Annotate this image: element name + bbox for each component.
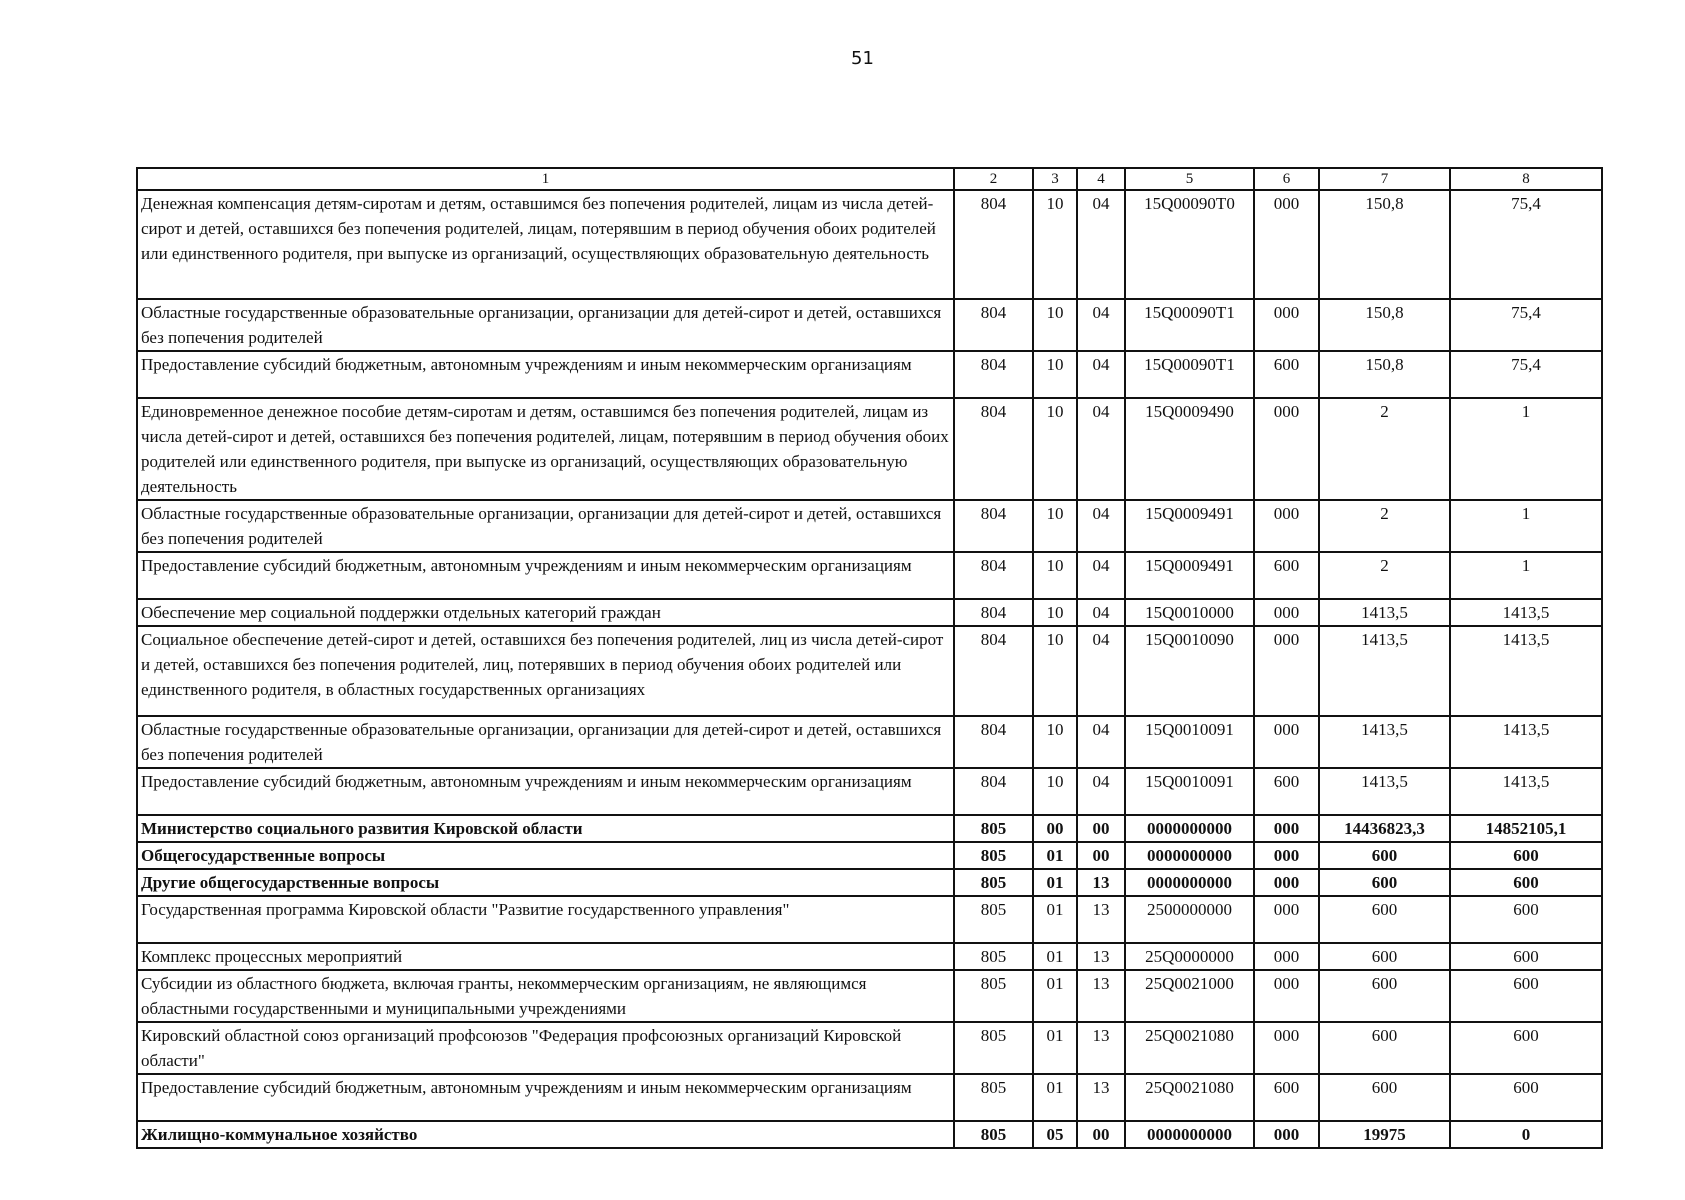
row-amount-year-2: 1 bbox=[1450, 398, 1602, 500]
row-code-expense-type: 600 bbox=[1254, 351, 1319, 398]
row-code-section: 01 bbox=[1033, 970, 1077, 1022]
row-amount-year-1: 150,8 bbox=[1319, 299, 1450, 351]
row-amount-year-2: 600 bbox=[1450, 970, 1602, 1022]
table-row bbox=[137, 716, 1602, 768]
row-code-admin: 804 bbox=[954, 190, 1033, 299]
row-description: Государственная программа Кировской области "Развитие государственного управления" bbox=[137, 896, 954, 943]
table-row bbox=[137, 768, 1602, 815]
header-cell-4: 4 bbox=[1077, 168, 1125, 190]
row-amount-year-2: 1413,5 bbox=[1450, 768, 1602, 815]
table-row bbox=[137, 943, 1602, 970]
row-code-target: 0000000000 bbox=[1125, 815, 1254, 842]
row-code-admin: 805 bbox=[954, 943, 1033, 970]
row-amount-year-2: 600 bbox=[1450, 943, 1602, 970]
row-amount-year-1: 150,8 bbox=[1319, 351, 1450, 398]
row-code-subsection: 13 bbox=[1077, 1074, 1125, 1121]
row-code-admin: 804 bbox=[954, 351, 1033, 398]
row-description: Другие общегосударственные вопросы bbox=[137, 869, 954, 896]
table-row bbox=[137, 599, 1602, 626]
row-code-expense-type: 000 bbox=[1254, 398, 1319, 500]
row-code-expense-type: 000 bbox=[1254, 842, 1319, 869]
row-code-section: 10 bbox=[1033, 716, 1077, 768]
row-code-section: 10 bbox=[1033, 626, 1077, 716]
row-description: Обеспечение мер социальной поддержки отдельных категорий граждан bbox=[137, 599, 954, 626]
row-description: Областные государственные образовательные организации, организации для детей-сирот и детей, оставшихся без попечения родителей bbox=[137, 716, 954, 768]
table-body bbox=[137, 190, 1602, 1148]
row-code-target: 25Q0021080 bbox=[1125, 1022, 1254, 1074]
row-description: Министерство социального развития Кировской области bbox=[137, 815, 954, 842]
table-header-row bbox=[137, 168, 1602, 190]
row-code-section: 10 bbox=[1033, 599, 1077, 626]
row-code-target: 15Q0010000 bbox=[1125, 599, 1254, 626]
row-description: Областные государственные образовательные организации, организации для детей-сирот и детей, оставшихся без попечения родителей bbox=[137, 500, 954, 552]
row-code-section: 01 bbox=[1033, 943, 1077, 970]
row-amount-year-1: 600 bbox=[1319, 842, 1450, 869]
row-description: Жилищно-коммунальное хозяйство bbox=[137, 1121, 954, 1148]
row-code-subsection: 04 bbox=[1077, 398, 1125, 500]
row-amount-year-1: 1413,5 bbox=[1319, 716, 1450, 768]
row-code-expense-type: 000 bbox=[1254, 896, 1319, 943]
row-amount-year-1: 14436823,3 bbox=[1319, 815, 1450, 842]
table-row bbox=[137, 815, 1602, 842]
row-amount-year-1: 2 bbox=[1319, 398, 1450, 500]
row-code-admin: 804 bbox=[954, 398, 1033, 500]
row-amount-year-2: 1 bbox=[1450, 500, 1602, 552]
row-amount-year-1: 600 bbox=[1319, 1074, 1450, 1121]
row-code-admin: 804 bbox=[954, 716, 1033, 768]
row-amount-year-2: 75,4 bbox=[1450, 351, 1602, 398]
row-code-section: 10 bbox=[1033, 398, 1077, 500]
row-amount-year-2: 600 bbox=[1450, 1022, 1602, 1074]
row-amount-year-2: 600 bbox=[1450, 1074, 1602, 1121]
row-amount-year-1: 19975 bbox=[1319, 1121, 1450, 1148]
table-row bbox=[137, 1121, 1602, 1148]
row-code-target: 0000000000 bbox=[1125, 1121, 1254, 1148]
row-description: Комплекс процессных мероприятий bbox=[137, 943, 954, 970]
row-code-subsection: 04 bbox=[1077, 716, 1125, 768]
row-code-section: 01 bbox=[1033, 1022, 1077, 1074]
row-code-subsection: 04 bbox=[1077, 599, 1125, 626]
row-amount-year-1: 1413,5 bbox=[1319, 768, 1450, 815]
row-description: Предоставление субсидий бюджетным, автономным учреждениям и иным некоммерческим организациям bbox=[137, 768, 954, 815]
row-code-subsection: 00 bbox=[1077, 1121, 1125, 1148]
row-code-expense-type: 000 bbox=[1254, 1121, 1319, 1148]
row-code-admin: 805 bbox=[954, 1074, 1033, 1121]
row-code-subsection: 04 bbox=[1077, 190, 1125, 299]
row-code-section: 10 bbox=[1033, 299, 1077, 351]
row-code-subsection: 13 bbox=[1077, 1022, 1125, 1074]
row-amount-year-2: 600 bbox=[1450, 896, 1602, 943]
header-cell-5: 5 bbox=[1125, 168, 1254, 190]
row-amount-year-1: 600 bbox=[1319, 869, 1450, 896]
row-code-subsection: 13 bbox=[1077, 970, 1125, 1022]
row-code-target: 0000000000 bbox=[1125, 869, 1254, 896]
row-description: Предоставление субсидий бюджетным, автономным учреждениям и иным некоммерческим организациям bbox=[137, 552, 954, 599]
row-code-expense-type: 000 bbox=[1254, 500, 1319, 552]
budget-table bbox=[136, 167, 1603, 1149]
row-code-target: 25Q0021080 bbox=[1125, 1074, 1254, 1121]
table-row bbox=[137, 552, 1602, 599]
row-code-expense-type: 000 bbox=[1254, 299, 1319, 351]
row-amount-year-2: 1413,5 bbox=[1450, 716, 1602, 768]
row-description: Единовременное денежное пособие детям-сиротам и детям, оставшимся без попечения родителей, лицам из числа детей-сирот и детей, оставшихся без попечения родителей, лицам, потерявшим в период обучения обоих родителей или единственного родителя, при выпуске из организаций, осуществляющих образовательную деятельность bbox=[137, 398, 954, 500]
row-code-admin: 805 bbox=[954, 815, 1033, 842]
row-code-expense-type: 000 bbox=[1254, 190, 1319, 299]
row-code-subsection: 04 bbox=[1077, 768, 1125, 815]
table-row bbox=[137, 626, 1602, 716]
header-cell-7: 7 bbox=[1319, 168, 1450, 190]
row-code-admin: 804 bbox=[954, 552, 1033, 599]
row-code-target: 25Q0000000 bbox=[1125, 943, 1254, 970]
table-row bbox=[137, 398, 1602, 500]
row-code-expense-type: 000 bbox=[1254, 869, 1319, 896]
row-code-subsection: 13 bbox=[1077, 869, 1125, 896]
row-amount-year-2: 600 bbox=[1450, 842, 1602, 869]
table-row bbox=[137, 351, 1602, 398]
row-code-target: 15Q0009491 bbox=[1125, 500, 1254, 552]
table-row bbox=[137, 500, 1602, 552]
row-amount-year-1: 2 bbox=[1319, 552, 1450, 599]
row-code-subsection: 04 bbox=[1077, 299, 1125, 351]
row-description: Кировский областной союз организаций профсоюзов "Федерация профсоюзных организаций Кировской области" bbox=[137, 1022, 954, 1074]
row-description: Предоставление субсидий бюджетным, автономным учреждениям и иным некоммерческим организациям bbox=[137, 351, 954, 398]
row-code-expense-type: 000 bbox=[1254, 599, 1319, 626]
row-code-section: 05 bbox=[1033, 1121, 1077, 1148]
table-row bbox=[137, 970, 1602, 1022]
row-code-target: 15Q0010090 bbox=[1125, 626, 1254, 716]
row-description: Общегосударственные вопросы bbox=[137, 842, 954, 869]
row-code-section: 01 bbox=[1033, 1074, 1077, 1121]
row-code-subsection: 04 bbox=[1077, 552, 1125, 599]
row-code-subsection: 13 bbox=[1077, 896, 1125, 943]
row-code-admin: 804 bbox=[954, 500, 1033, 552]
row-code-section: 01 bbox=[1033, 842, 1077, 869]
row-code-expense-type: 600 bbox=[1254, 1074, 1319, 1121]
row-amount-year-1: 1413,5 bbox=[1319, 626, 1450, 716]
row-code-target: 15Q0009490 bbox=[1125, 398, 1254, 500]
row-code-expense-type: 000 bbox=[1254, 716, 1319, 768]
table-row bbox=[137, 869, 1602, 896]
row-amount-year-1: 1413,5 bbox=[1319, 599, 1450, 626]
row-amount-year-2: 600 bbox=[1450, 869, 1602, 896]
row-description: Предоставление субсидий бюджетным, автономным учреждениям и иным некоммерческим организациям bbox=[137, 1074, 954, 1121]
row-code-expense-type: 000 bbox=[1254, 1022, 1319, 1074]
row-amount-year-1: 600 bbox=[1319, 970, 1450, 1022]
row-code-subsection: 04 bbox=[1077, 351, 1125, 398]
row-description: Субсидии из областного бюджета, включая гранты, некоммерческим организациям, не являющимся областными государственными и муниципальными учреждениями bbox=[137, 970, 954, 1022]
row-code-admin: 805 bbox=[954, 1121, 1033, 1148]
row-code-expense-type: 600 bbox=[1254, 552, 1319, 599]
row-code-admin: 804 bbox=[954, 599, 1033, 626]
row-code-subsection: 13 bbox=[1077, 943, 1125, 970]
row-code-admin: 804 bbox=[954, 626, 1033, 716]
row-code-section: 10 bbox=[1033, 552, 1077, 599]
header-cell-3: 3 bbox=[1033, 168, 1077, 190]
row-code-target: 15Q00090T1 bbox=[1125, 351, 1254, 398]
row-code-expense-type: 000 bbox=[1254, 943, 1319, 970]
row-code-section: 01 bbox=[1033, 869, 1077, 896]
table-row bbox=[137, 299, 1602, 351]
table-row bbox=[137, 190, 1602, 299]
row-code-target: 15Q00090T1 bbox=[1125, 299, 1254, 351]
row-amount-year-2: 1413,5 bbox=[1450, 626, 1602, 716]
row-code-admin: 805 bbox=[954, 970, 1033, 1022]
header-cell-2: 2 bbox=[954, 168, 1033, 190]
row-code-admin: 805 bbox=[954, 896, 1033, 943]
row-code-target: 25Q0021000 bbox=[1125, 970, 1254, 1022]
header-cell-6: 6 bbox=[1254, 168, 1319, 190]
row-code-target: 15Q0009491 bbox=[1125, 552, 1254, 599]
row-code-subsection: 00 bbox=[1077, 842, 1125, 869]
row-code-admin: 805 bbox=[954, 869, 1033, 896]
row-code-section: 10 bbox=[1033, 351, 1077, 398]
table-row bbox=[137, 1074, 1602, 1121]
row-code-section: 01 bbox=[1033, 896, 1077, 943]
row-amount-year-1: 600 bbox=[1319, 896, 1450, 943]
row-amount-year-2: 1 bbox=[1450, 552, 1602, 599]
row-description: Денежная компенсация детям-сиротам и детям, оставшимся без попечения родителей, лицам из числа детей-сирот и детей, оставшихся без попечения родителей, лицам, потерявшим в период обучения обоих родителей или единственного родителя, при выпуске из организаций, осуществляющих образовательную деятельность bbox=[137, 190, 954, 299]
row-code-admin: 805 bbox=[954, 842, 1033, 869]
row-code-subsection: 04 bbox=[1077, 500, 1125, 552]
row-amount-year-1: 600 bbox=[1319, 1022, 1450, 1074]
table-row bbox=[137, 842, 1602, 869]
row-code-subsection: 00 bbox=[1077, 815, 1125, 842]
row-amount-year-2: 75,4 bbox=[1450, 190, 1602, 299]
row-description: Социальное обеспечение детей-сирот и детей, оставшихся без попечения родителей, лиц из числа детей-сирот и детей, оставшихся без попечения родителей, лиц, потерявших в период обучения обоих родителей или единственного родителя, в областных государственных организациях bbox=[137, 626, 954, 716]
table-row bbox=[137, 896, 1602, 943]
row-code-expense-type: 000 bbox=[1254, 815, 1319, 842]
row-amount-year-1: 150,8 bbox=[1319, 190, 1450, 299]
row-code-section: 10 bbox=[1033, 500, 1077, 552]
row-code-expense-type: 000 bbox=[1254, 970, 1319, 1022]
row-code-section: 00 bbox=[1033, 815, 1077, 842]
row-amount-year-1: 600 bbox=[1319, 943, 1450, 970]
row-code-subsection: 04 bbox=[1077, 626, 1125, 716]
table-row bbox=[137, 1022, 1602, 1074]
row-amount-year-2: 75,4 bbox=[1450, 299, 1602, 351]
row-code-expense-type: 600 bbox=[1254, 768, 1319, 815]
row-code-section: 10 bbox=[1033, 190, 1077, 299]
row-code-admin: 805 bbox=[954, 1022, 1033, 1074]
row-amount-year-2: 1413,5 bbox=[1450, 599, 1602, 626]
row-amount-year-2: 14852105,1 bbox=[1450, 815, 1602, 842]
header-cell-8: 8 bbox=[1450, 168, 1602, 190]
row-code-admin: 804 bbox=[954, 768, 1033, 815]
row-code-section: 10 bbox=[1033, 768, 1077, 815]
header-cell-1: 1 bbox=[137, 168, 954, 190]
row-code-expense-type: 000 bbox=[1254, 626, 1319, 716]
row-code-target: 0000000000 bbox=[1125, 842, 1254, 869]
row-code-admin: 804 bbox=[954, 299, 1033, 351]
row-description: Областные государственные образовательные организации, организации для детей-сирот и детей, оставшихся без попечения родителей bbox=[137, 299, 954, 351]
row-code-target: 15Q00090T0 bbox=[1125, 190, 1254, 299]
row-code-target: 15Q0010091 bbox=[1125, 768, 1254, 815]
row-amount-year-1: 2 bbox=[1319, 500, 1450, 552]
row-amount-year-2: 0 bbox=[1450, 1121, 1602, 1148]
row-code-target: 2500000000 bbox=[1125, 896, 1254, 943]
row-code-target: 15Q0010091 bbox=[1125, 716, 1254, 768]
page-number: 51 bbox=[851, 48, 874, 69]
